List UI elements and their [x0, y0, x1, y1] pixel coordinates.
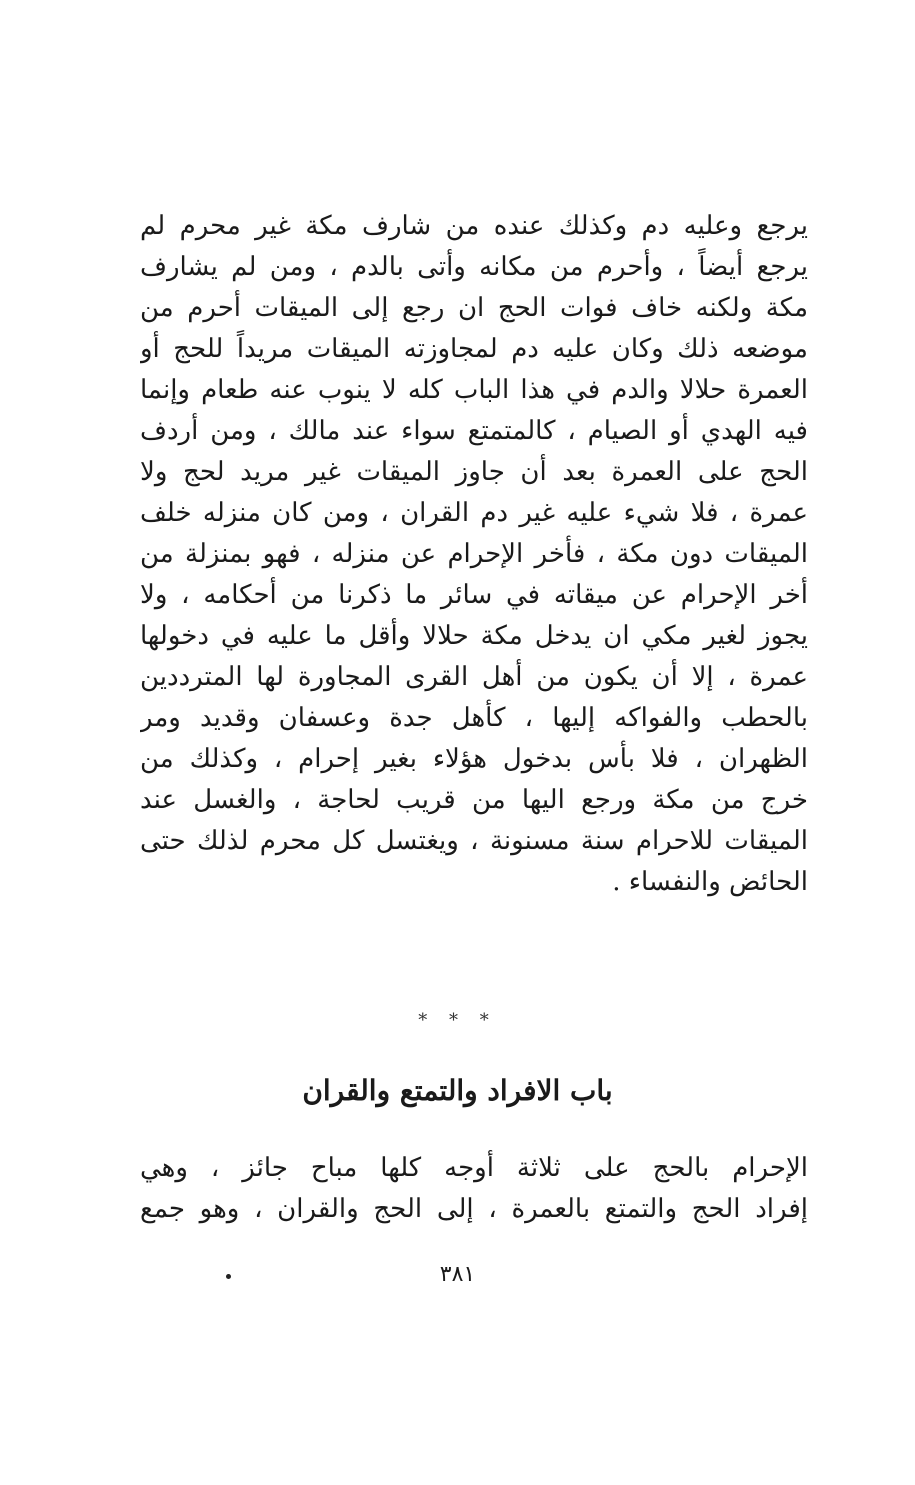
- text-line: الميقات للاحرام سنة مسنونة ، ويغتسل كل محرم لذلك حتى: [140, 826, 808, 856]
- text-line: مكة ولكنه خاف فوات الحج ان رجع إلى الميقات أحرم من: [140, 293, 808, 323]
- main-paragraph: [140, 206, 808, 903]
- text-line: الميقات دون مكة ، فأخر الإحرام عن منزله ، فهو بمنزلة من: [140, 539, 808, 569]
- text-line: يجوز لغير مكي ان يدخل مكة حلالا وأقل ما عليه في دخولها: [140, 621, 808, 651]
- text-line: أخر الإحرام عن ميقاته في سائر ما ذكرنا من أحكامه ، ولا: [140, 580, 808, 610]
- text-line: بالحطب والفواكه إليها ، كأهل جدة وعسفان وقديد ومر: [140, 703, 808, 733]
- text-line: فيه الهدي أو الصيام ، كالمتمتع سواء عند مالك ، ومن أردف: [140, 416, 808, 446]
- text-line: يرجع وعليه دم وكذلك عنده من شارف مكة غير محرم لم: [140, 211, 808, 241]
- section-paragraph: [140, 1148, 808, 1230]
- text-line: الحائض والنفساء .: [612, 867, 808, 897]
- section-heading: باب الافراد والتمتع والقران: [302, 1074, 613, 1107]
- text-line: عمرة ، فلا شيء عليه غير دم القران ، ومن كان منزله خلف: [140, 498, 808, 528]
- text-line: الإحرام بالحج على ثلاثة أوجه كلها مباح جائز ، وهي: [140, 1153, 808, 1183]
- text-line: خرج من مكة ورجع اليها من قريب لحاجة ، والغسل عند: [140, 785, 808, 815]
- section-separator: * * *: [418, 1010, 497, 1031]
- text-line: موضعه ذلك وكان عليه دم لمجاوزته الميقات مريداً للحج أو: [140, 334, 808, 364]
- text-line: إفراد الحج والتمتع بالعمرة ، إلى الحج والقران ، وهو جمع: [140, 1194, 808, 1224]
- text-line: عمرة ، إلا أن يكون من أهل القرى المجاورة لها المترددين: [140, 662, 808, 692]
- print-mark: [226, 1274, 231, 1279]
- text-line: الظهران ، فلا بأس بدخول هؤلاء بغير إحرام ، وكذلك من: [140, 744, 808, 774]
- text-line: العمرة حلالا والدم في هذا الباب كله لا ينوب عنه طعام وإنما: [140, 375, 808, 405]
- page-number: ٣٨١: [439, 1262, 476, 1287]
- text-line: الحج على العمرة بعد أن جاوز الميقات غير مريد لحج ولا: [140, 457, 808, 487]
- text-line: يرجع أيضاً ، وأحرم من مكانه وأتى بالدم ، ومن لم يشارف: [140, 252, 808, 282]
